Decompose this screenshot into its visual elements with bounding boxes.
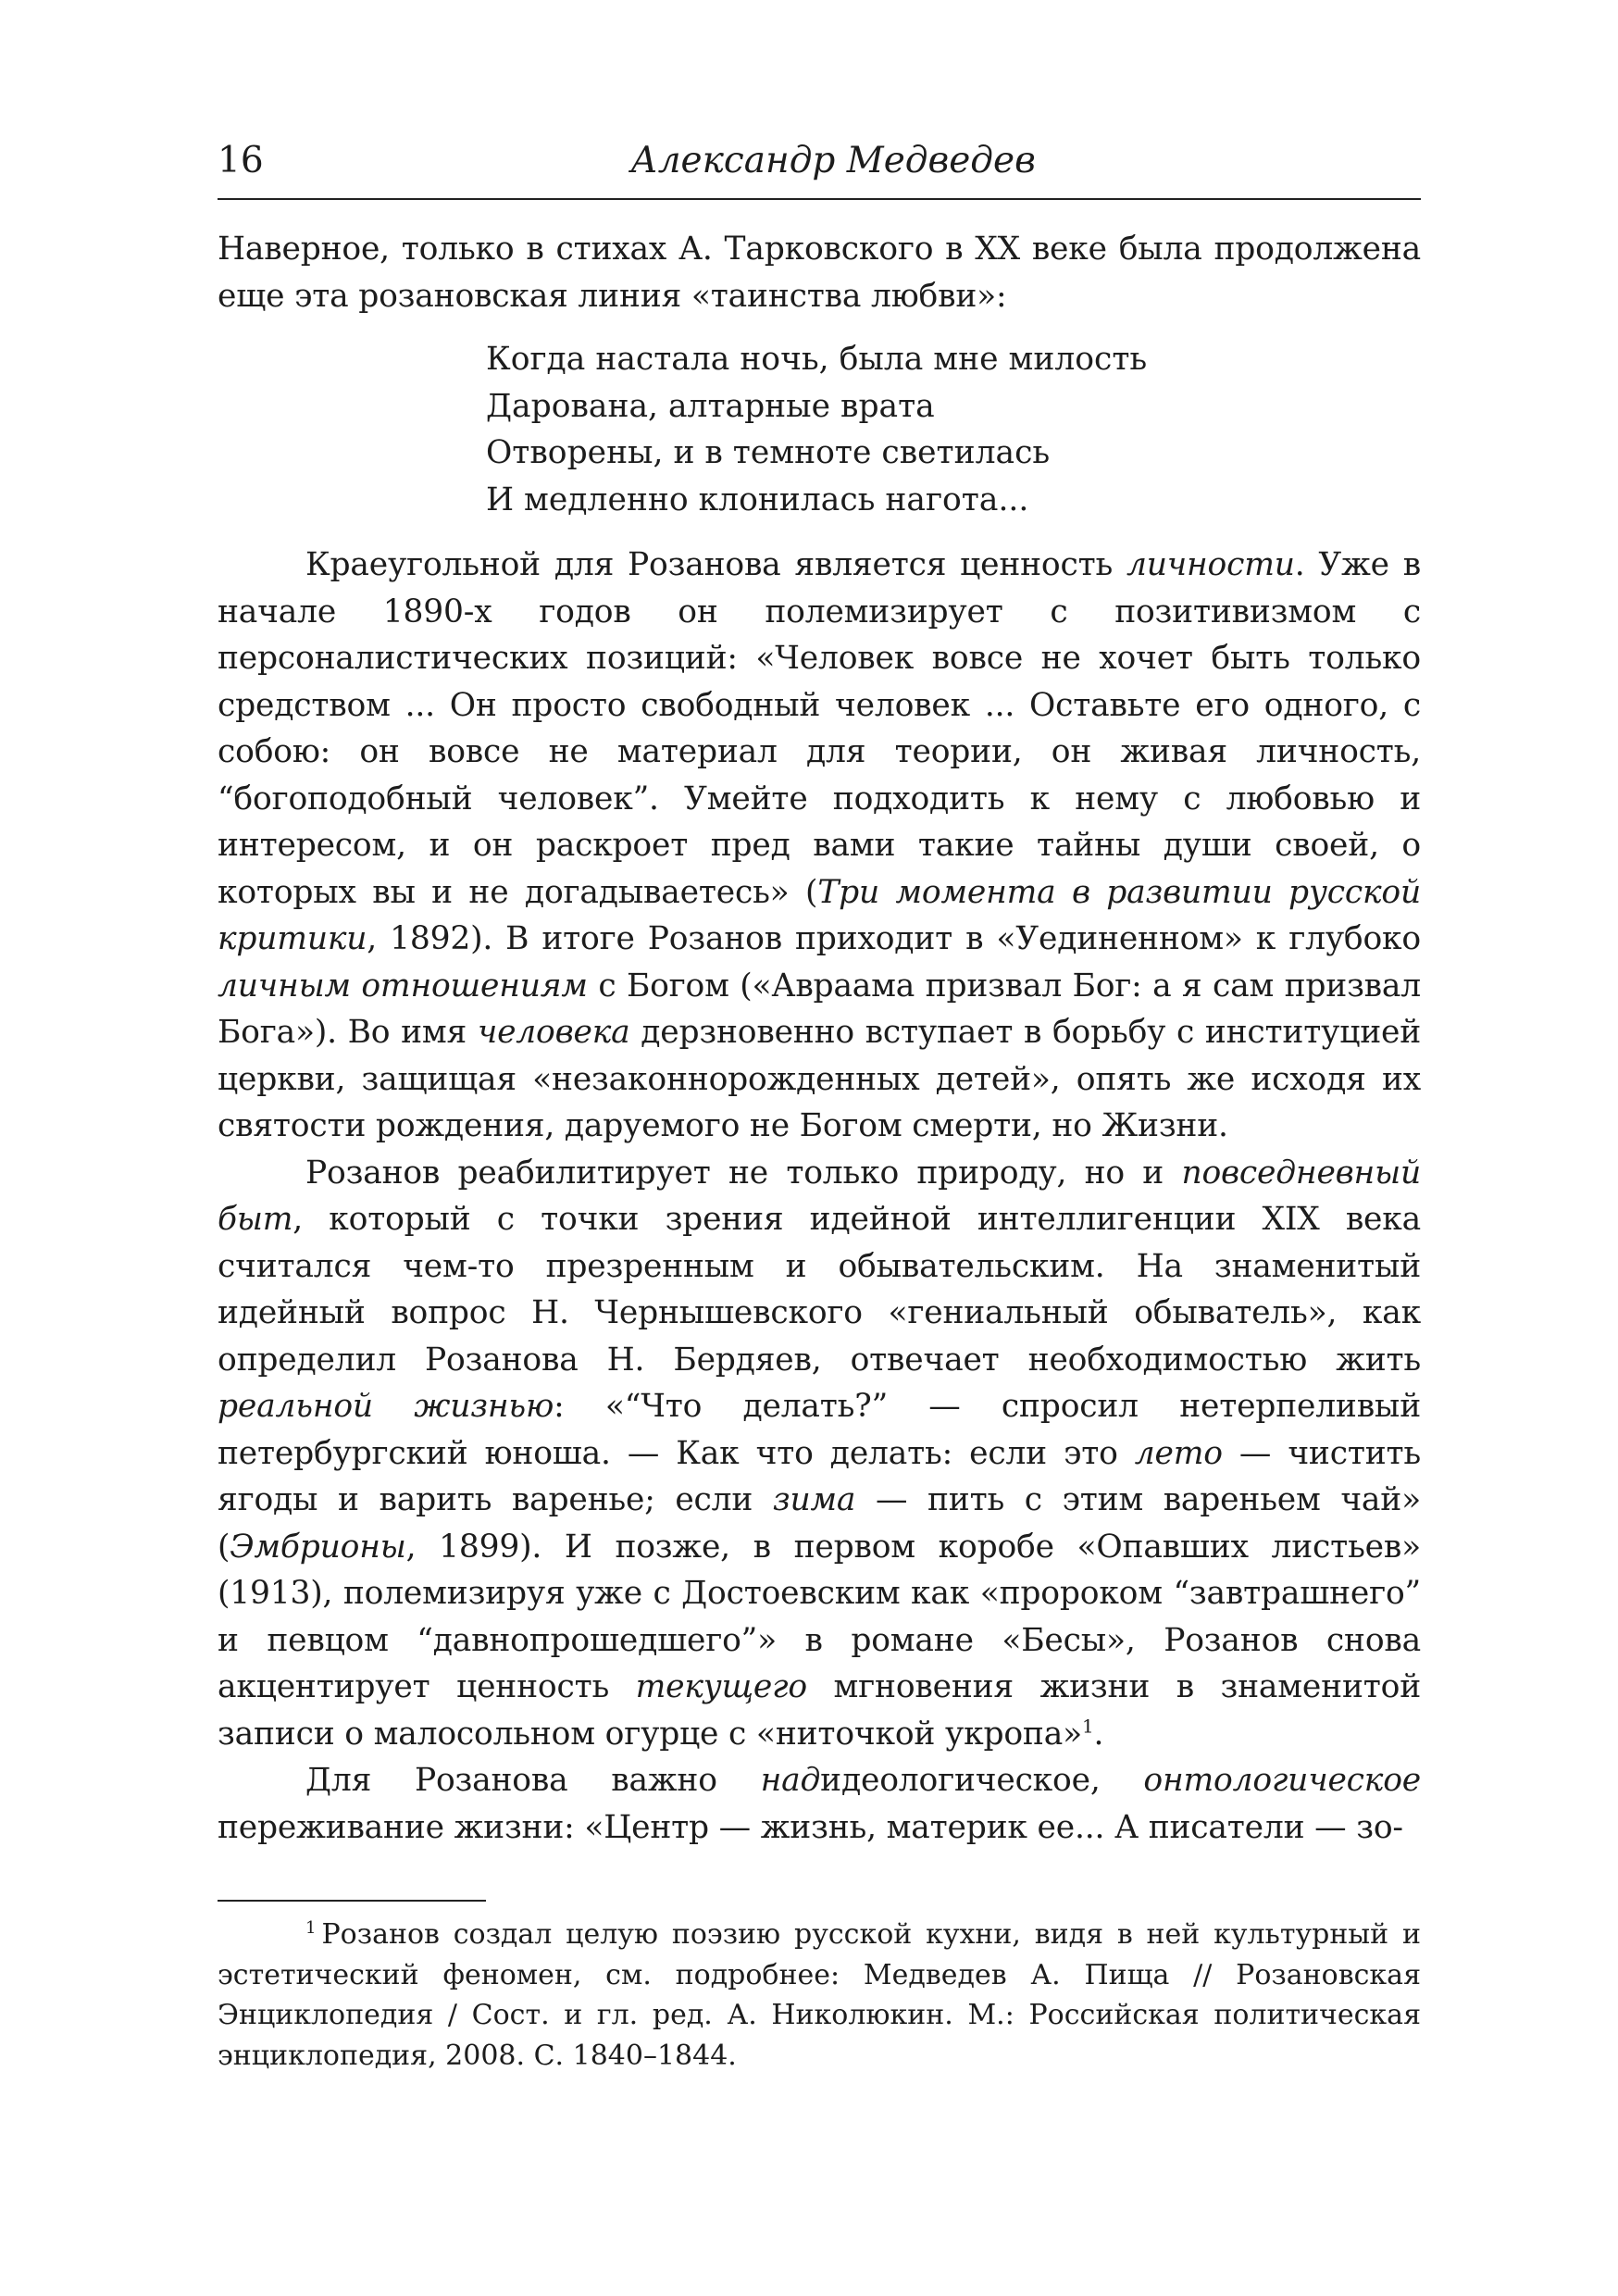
italic-term: онтологическое (1143, 1762, 1421, 1799)
text-run: с Богом («Авраама призвал Бог: а я сам призвал Бога»). Во имя (218, 967, 1421, 1051)
text-run: , который с точки зрения идейной интеллигенции XIX века считался чем-то презренным и обывательским. На знаменитый идейный вопрос Н. Чернышевского «гениальный обыватель», как определил Розанова Н. Бердяев, отвечает необходимостью жить (218, 1201, 1421, 1379)
footnote-mark: 1 (305, 1918, 317, 1938)
text-run: Розанов реабилитирует не только природу, но и (305, 1154, 1182, 1192)
text-run: переживание жизни: «Центр — жизнь, материк ее... А писатели — зо- (218, 1808, 1403, 1846)
italic-term: над (760, 1762, 821, 1799)
page-number: 16 (218, 140, 264, 181)
intro-paragraph: Наверное, только в стихах А. Тарковского в XX веке была продолжена еще эта розановская линия «таинства любви»: (218, 231, 1421, 315)
running-head (218, 124, 1421, 200)
text-run: . Уже в начале 1890-х годов он полемизирует с позитивизмом с персоналистических позиций: «Человек вовсе не хочет быть только средством ... Он просто свободный человек ... Оставьте его одного, с собою: он вовсе не материал для теории, он живая личность, “богоподобный человек”. Умейте подходить к нему с любовью и интересом, и он раскроет пред вами такие тайны души своей, о которых вы и не догадываетесь» ( (218, 546, 1421, 911)
paragraph-personality (218, 542, 1421, 1150)
italic-term: личным отношениям (218, 967, 588, 1004)
poem-line: Отворены, и в темноте светилась (486, 434, 1051, 471)
footnote (218, 1915, 1421, 2076)
poem-line: И медленно клонилась нагота... (486, 480, 1029, 518)
running-title: Александр Медведев (630, 140, 1036, 181)
text-run: идеологическое, (820, 1762, 1144, 1799)
text-run: Краеугольной для Розанова является ценность (305, 546, 1126, 583)
text-run: . (1093, 1715, 1104, 1753)
text-run: — пить с этим вареньем чай» ( (218, 1481, 1421, 1566)
italic-term: повседневный быт (218, 1154, 1421, 1238)
text-run: дерзновенно вступает в борьбу с институцией церкви, защищая «незаконнорожденных детей», опять же исходя их святости рождения, даруемого не Богом смерти, но Жизни. (218, 1014, 1421, 1144)
poem-quote (486, 336, 1421, 523)
italic-term: реальной жизнью (218, 1388, 554, 1425)
italic-term: лето (1134, 1434, 1223, 1472)
text-run: мгновения жизни в знаменитой записи о малосольном огурце с «ниточкой укропа» (218, 1668, 1421, 1753)
footnote-reference[interactable]: 1 (1081, 1715, 1094, 1737)
footnote-text: Розанов создал целую поэзию русской кухни, видя в ней культурный и эстетический феномен, см. подробнее: Медведев А. Пища // Розановская Энциклопедия / Сост. и гл. ред. А. Николюкин. М.: Российская политическая энциклопедия, 2008. С. 1840–1844. (218, 1918, 1421, 2072)
paragraph-everyday-life (218, 1150, 1421, 1758)
text-run: : «“Что делать?” — спросил нетерпеливый петербургский юноша. — Как что делать: если это (218, 1388, 1421, 1472)
footnote-divider (218, 1900, 486, 1902)
poem-line: Дарована, алтарные врата (486, 387, 935, 425)
italic-term: человека (477, 1014, 630, 1051)
paragraph-ontology (218, 1757, 1421, 1851)
italic-term: личности (1126, 546, 1295, 583)
text-run: Для Розанова важно (305, 1762, 761, 1799)
book-page (218, 0, 1421, 2296)
text-run: , 1899). И позже, в первом коробе «Опавших листьев» (1913), полемизируя уже с Достоевским как «пророком “завтрашнего” и певцом “давнопрошедшего”» в романе «Бесы», Розанов снова акцентирует ценность (218, 1528, 1421, 1705)
italic-term: зима (772, 1481, 856, 1518)
poem-line: Когда настала ночь, была мне милость (486, 341, 1148, 378)
work-title: Три момента в развитии русской критики (218, 873, 1421, 957)
text-run: — чистить ягоды и варить варенье; если (218, 1434, 1421, 1518)
body-text (218, 226, 1421, 1851)
work-title: Эмбрионы (230, 1528, 406, 1566)
text-run: , 1892). В итоге Розанов приходит в «Уединенном» к глубоко (367, 920, 1421, 957)
italic-term: текущего (635, 1668, 807, 1705)
